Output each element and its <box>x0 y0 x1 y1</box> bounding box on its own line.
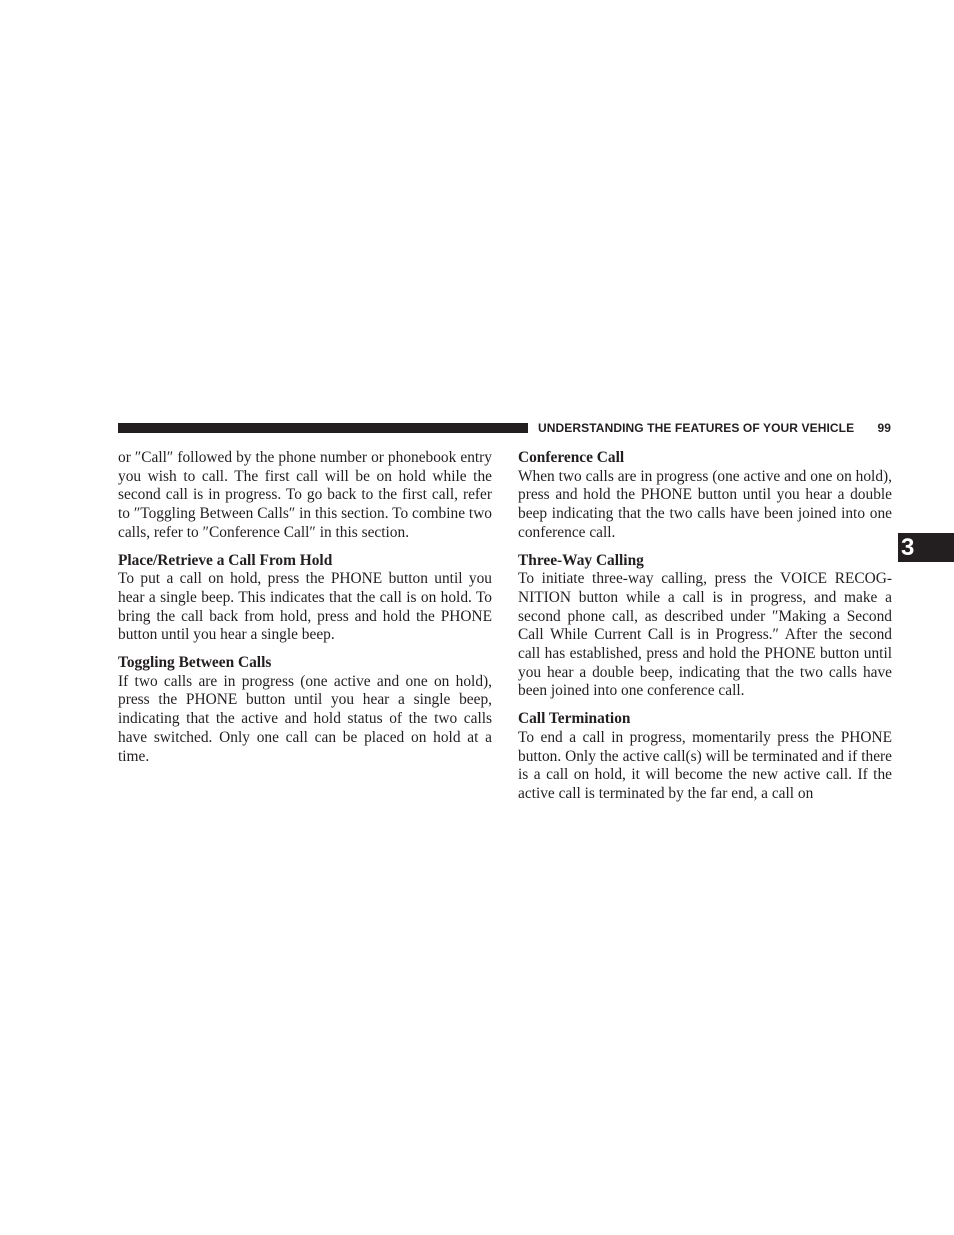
section-heading-conference: Conference Call <box>518 449 625 466</box>
section-body-hold: To put a call on hold, press the PHONE button until you hear a single beep. This indicates that the call is on hold. To bring the call back from hold, press and hold the PHONE button until you hear a single beep. <box>118 570 492 644</box>
section-body-conference: When two calls are in progress (one active and one on hold), press and hold the PHONE button until you hear a double beep indicating that the two calls have been joined into one conference call. <box>518 467 892 541</box>
header-rule <box>118 423 528 433</box>
intro-paragraph: or ″Call″ followed by the phone number or phonebook entry you wish to call. The first call will be on hold while the second call is in progress. To go back to the first call, refer to ″Toggling Between Calls″ in this section. To combine two calls, refer to ″Conference Call″ in this section. <box>118 449 492 541</box>
page-number: 99 <box>877 421 891 435</box>
left-column <box>118 449 492 766</box>
section-heading-toggling: Toggling Between Calls <box>118 654 272 672</box>
section-heading-hold: Place/Retrieve a Call From Hold <box>118 551 333 569</box>
section-body-three-way: To initiate three-way calling, press the VOICE RECOG-NITION button while a call is in progress, and make a second phone call, as described under ″Making a Second Call While Current Call is in Progress.″ After the second call has established, press and hold the PHONE button until you hear a double beep, indicating that the two calls have been joined into one conference call. <box>518 570 892 700</box>
right-column <box>518 449 892 804</box>
chapter-tab: 3 <box>898 533 954 562</box>
section-body-toggling: If two calls are in progress (one active and one on hold), press the PHONE button until you hear a single beep, indicating that the active and hold status of the two calls have switched. Only one call can be placed on hold at a time. <box>118 672 492 765</box>
section-body-termination: To end a call in progress, momentarily press the PHONE button. Only the active call(s) will be terminated and if there is a call on hold, it will become the new active call. If the active call is terminated by the far end, a call on <box>518 728 892 802</box>
section-title: UNDERSTANDING THE FEATURES OF YOUR VEHICLE <box>538 421 855 435</box>
running-header <box>538 420 891 436</box>
section-heading-three-way: Three-Way Calling <box>518 551 644 569</box>
section-heading-termination: Call Termination <box>518 710 631 728</box>
